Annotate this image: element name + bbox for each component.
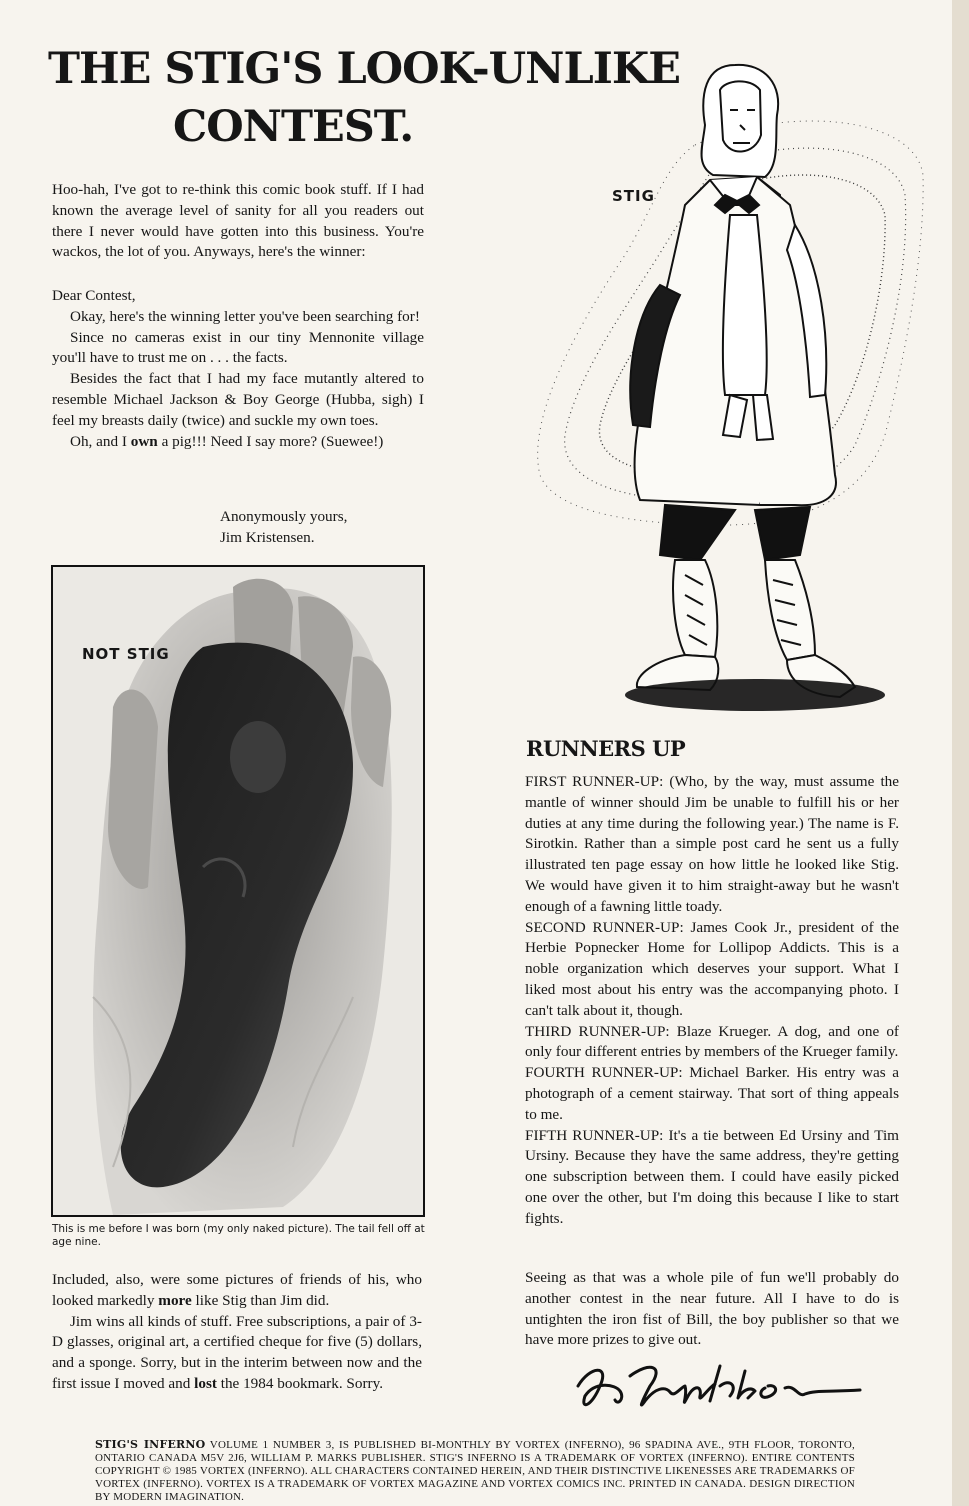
- ground-shadow: [625, 679, 885, 711]
- letter-signoff: [220, 507, 420, 549]
- prize-text: [52, 1270, 422, 1395]
- colophon: [95, 1438, 855, 1506]
- colophon-text: VOLUME 1 NUMBER 3, IS PUBLISHED BI-MONTHLY BY VORTEX (INFERNO), 96 SPADINA AVE., 9TH FLOOR, TORONTO, ONTARIO CANADA M5V 2J6, WILLIAM P. MARKS PUBLISHER. STIG'S INFERNO IS A TRADEMARK OF VORTEX (INFERNO). ENTIRE CONTENTS COPYRIGHT © 1985 VORTEX (INFERNO). ALL CHARACTERS CONTAINED HEREIN, AND THEIR DISTINCTIVE LIKENESSES ARE TRADEMARKS OF VORTEX (INFERNO). VORTEX IS A TRADEMARK OF VORTEX MAGAZINE AND VORTEX COMICS INC. PRINTED IN CANADA. DESIGN DIRECTION BY MODERN IMAGINATION.: [95, 1439, 855, 1503]
- runners-up-list: [525, 772, 899, 1230]
- text-run: the 1984 bookmark. Sorry.: [216, 1374, 383, 1392]
- prize-paragraph: [52, 1270, 422, 1312]
- hand-photo: [53, 567, 423, 1215]
- letter-paragraph: Since no cameras exist in our tiny Mennonite village you'll have to trust me on . . . the facts.: [52, 328, 424, 367]
- page-edge: [952, 0, 969, 1506]
- winning-letter: [52, 286, 424, 452]
- runner-up-entry: FIRST RUNNER-UP: (Who, by the way, must assume the mantle of winner should Jim be unable to fulfill his or her duties at any time during the following year.) The name is F. Sirotkin. Rather than a simple post card he sent us a fully illustrated ten page essay on how little he looked like Stig. We would have given it to him straight-away but he wasn't enough of a fawning little toady.: [525, 773, 899, 915]
- intro-text: [52, 180, 424, 263]
- title-line-2: CONTEST.: [173, 102, 414, 152]
- stig-illustration: [525, 55, 925, 725]
- text-run: Oh, and I: [70, 432, 131, 450]
- runners-up-heading: RUNNERS UP: [526, 736, 686, 761]
- photo-caption: This is me before I was born (my only naked picture). The tail fell off at age nine.: [52, 1223, 425, 1248]
- text-run: Included, also, were some pictures of friends of his, who looked markedly: [52, 1271, 422, 1309]
- runner-up-entry: FIFTH RUNNER-UP: It's a tie between Ed Ursiny and Tim Ursiny. Because they have the same address, they're getting one subscription between them. I could have easily picked one over the other, but I'm doing this because I like to start fights.: [525, 1126, 899, 1227]
- title-line-1: THE STIG'S LOOK-UNLIKE: [48, 44, 680, 94]
- letter-salutation: Dear Contest,: [52, 287, 136, 304]
- letter-paragraph: Besides the fact that I had my face mutantly altered to resemble Michael Jackson & Boy George (Hubba, sigh) I feel my breasts daily (twice) and suckle my own toes.: [52, 370, 424, 429]
- bold-run: own: [130, 432, 158, 450]
- colophon-title: STIG'S INFERNO: [95, 1438, 206, 1451]
- runner-up-entry: SECOND RUNNER-UP: James Cook Jr., president of the Herbie Popnecker Home for Lollipop Addicts. This is a noble organization which deserves your support. What I liked most about his entry was the accompanying photo. I can't talk about it, though.: [525, 918, 899, 1019]
- stig-figure: [630, 65, 855, 697]
- text-run: Jim wins all kinds of stuff. Free subscriptions, a pair of 3-D glasses, original art, a certified cheque for five (5) dollars, and a sponge. Sorry, but in the interim between now and the first issue I moved and: [52, 1312, 422, 1392]
- runner-up-entry: THIRD RUNNER-UP: Blaze Krueger. A dog, and one of only four different entries by members of the Krueger family.: [525, 1022, 899, 1061]
- closing-paragraph: Seeing as that was a whole pile of fun we'll probably do another contest in the near future. All I have to do is untighten the iron fist of Bill, the boy publisher so that we have more prizes to give out.: [525, 1269, 899, 1349]
- text-run: like Stig than Jim did.: [191, 1291, 330, 1309]
- letter-paragraph: [52, 432, 424, 453]
- bold-run: more: [158, 1291, 192, 1309]
- text-run: a pig!!! Need I say more? (Suewee!): [157, 432, 384, 450]
- intro-paragraph: Hoo-hah, I've got to re-think this comic book stuff. If I had known the average level of sanity for all you readers out there I never would have gotten into this business. You're wackos, the lot of you. Anyways, here's the winner:: [52, 181, 424, 261]
- letter-author: Jim Kristensen.: [220, 528, 315, 546]
- prize-paragraph: [52, 1312, 422, 1395]
- not-stig-label: NOT STIG: [82, 645, 170, 663]
- bold-run: lost: [194, 1374, 217, 1392]
- letter-paragraph: Okay, here's the winning letter you've been searching for!: [70, 307, 420, 325]
- stig-label: STIG: [612, 187, 655, 205]
- runner-up-entry: FOURTH RUNNER-UP: Michael Barker. His entry was a photograph of a cement stairway. That sort of thing appeals to me.: [525, 1064, 899, 1123]
- handwritten-signature: [570, 1356, 870, 1416]
- letter-closing: Anonymously yours,: [220, 508, 348, 525]
